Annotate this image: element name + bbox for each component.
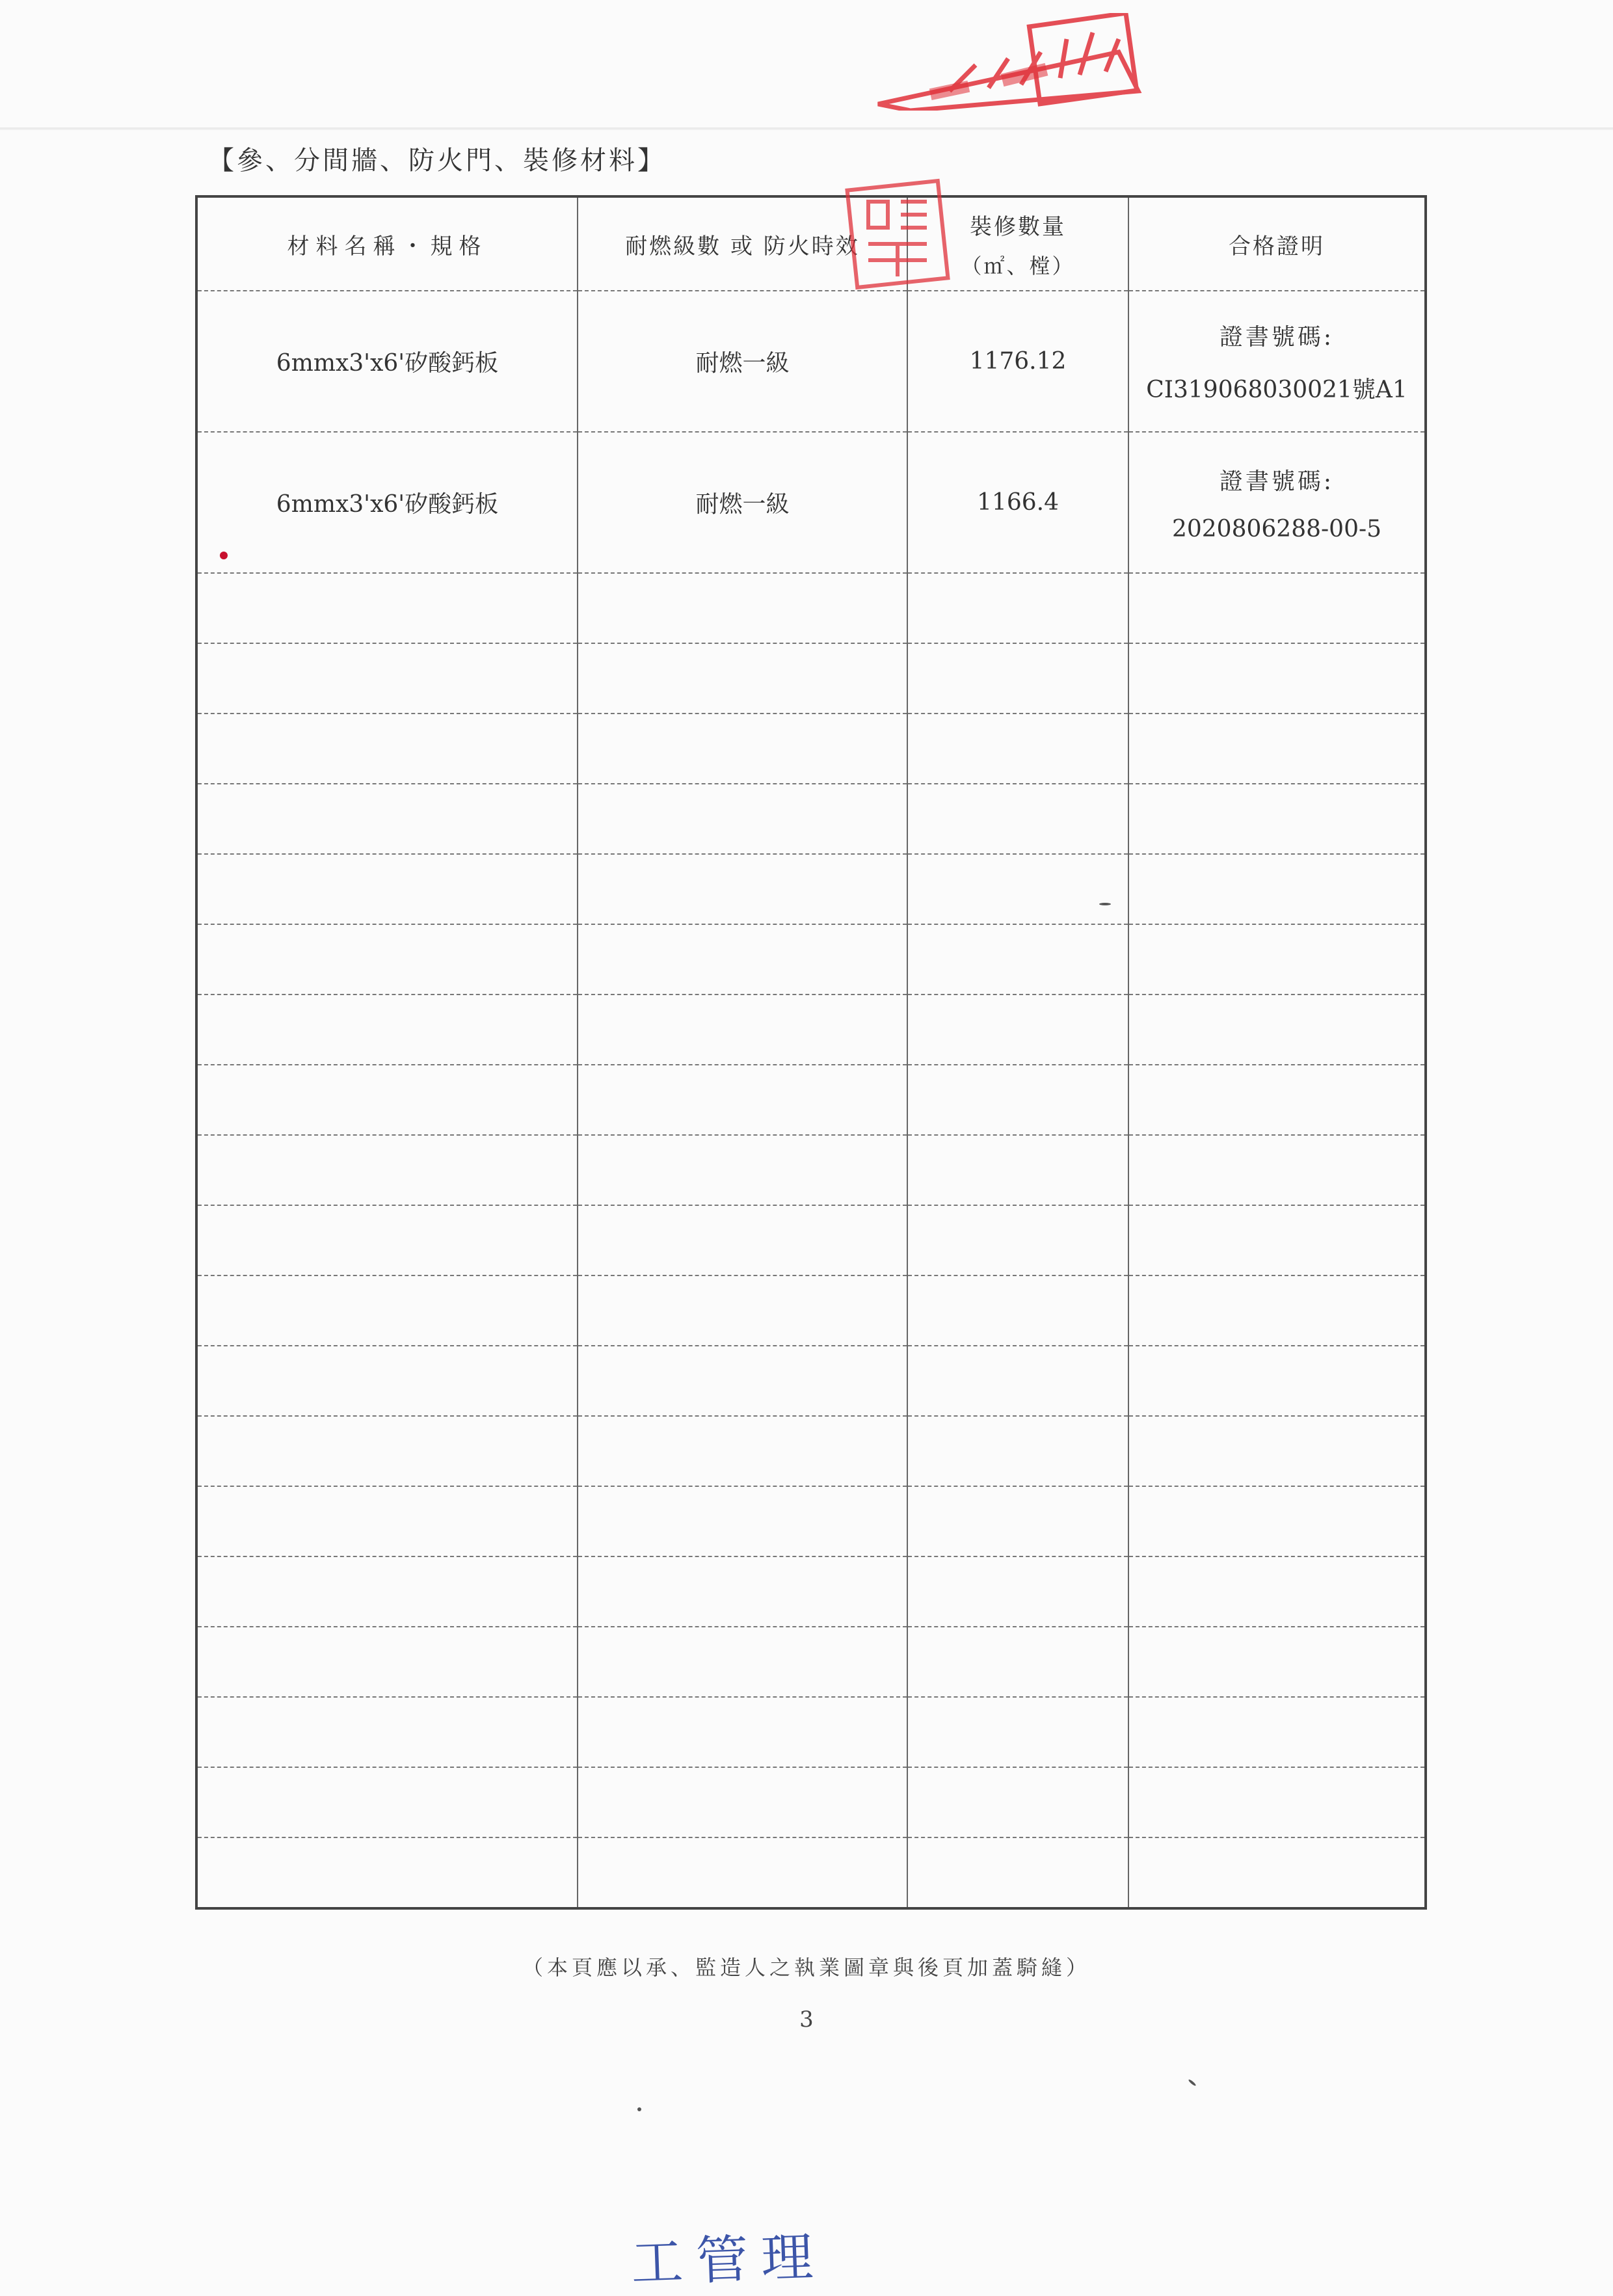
header-rating-label: 耐燃級數 或 防火時效 (625, 233, 860, 260)
quantity-cell: 1176.12 (907, 291, 1128, 432)
empty-table-row (196, 1346, 1426, 1416)
red-ink-dot (220, 552, 228, 559)
certificate-cell (1128, 291, 1426, 432)
table-row (196, 432, 1426, 573)
scan-fold-line (0, 127, 1613, 130)
red-seal-stamp (872, 13, 1145, 111)
blue-stamp-text: 工管理 (630, 2226, 827, 2294)
header-quantity-label: 裝修數量 (970, 213, 1066, 240)
scan-speck (1099, 903, 1111, 905)
empty-table-row (196, 854, 1426, 924)
header-certificate-label: 合格證明 (1229, 233, 1325, 260)
certificate-number: 2020806288-00-5 (1171, 515, 1382, 542)
rating-cell: 耐燃一級 (578, 432, 907, 573)
empty-table-row (196, 1767, 1426, 1837)
header-material (196, 196, 578, 291)
empty-table-row (196, 1416, 1426, 1486)
empty-table-row (196, 994, 1426, 1065)
empty-table-row (196, 1486, 1426, 1556)
empty-table-row (196, 1697, 1426, 1767)
footer-note: （本頁應以承、監造人之執業圖章與後頁加蓋騎縫） (522, 1955, 1091, 1980)
empty-table-row (196, 1205, 1426, 1275)
empty-table-row (196, 924, 1426, 994)
header-material-label: 材料名稱・規格 (287, 233, 488, 260)
empty-table-row (196, 714, 1426, 784)
certificate-label: 證書號碼: (1219, 468, 1335, 495)
red-seal-stamp (839, 176, 956, 299)
scan-speck (637, 2107, 641, 2111)
quantity-cell: 1166.4 (907, 432, 1128, 573)
certificate-label: 證書號碼: (1219, 323, 1335, 351)
empty-table-row (196, 1627, 1426, 1697)
material-cell: 6mmx3'x6'矽酸鈣板 (196, 432, 578, 573)
certificate-cell (1128, 432, 1426, 573)
materials-table (195, 195, 1427, 1910)
empty-table-row (196, 1275, 1426, 1346)
empty-table-row (196, 643, 1426, 714)
header-certificate (1128, 196, 1426, 291)
header-quantity-unit: （㎡、樘） (961, 253, 1075, 278)
empty-table-row (196, 1556, 1426, 1627)
material-cell: 6mmx3'x6'矽酸鈣板 (196, 291, 578, 432)
section-title: 【參、分間牆、防火門、裝修材料】 (208, 146, 666, 176)
empty-table-row (196, 1837, 1426, 1908)
empty-table-row (196, 784, 1426, 854)
empty-table-row (196, 1065, 1426, 1135)
table-row (196, 291, 1426, 432)
scan-speck (1188, 2079, 1196, 2087)
rating-cell: 耐燃一級 (578, 291, 907, 432)
certificate-number: CI319068030021號A1 (1146, 376, 1407, 403)
empty-table-row (196, 1135, 1426, 1205)
table-header-row (196, 196, 1426, 291)
page-number: 3 (799, 2007, 814, 2033)
empty-table-row (196, 573, 1426, 643)
